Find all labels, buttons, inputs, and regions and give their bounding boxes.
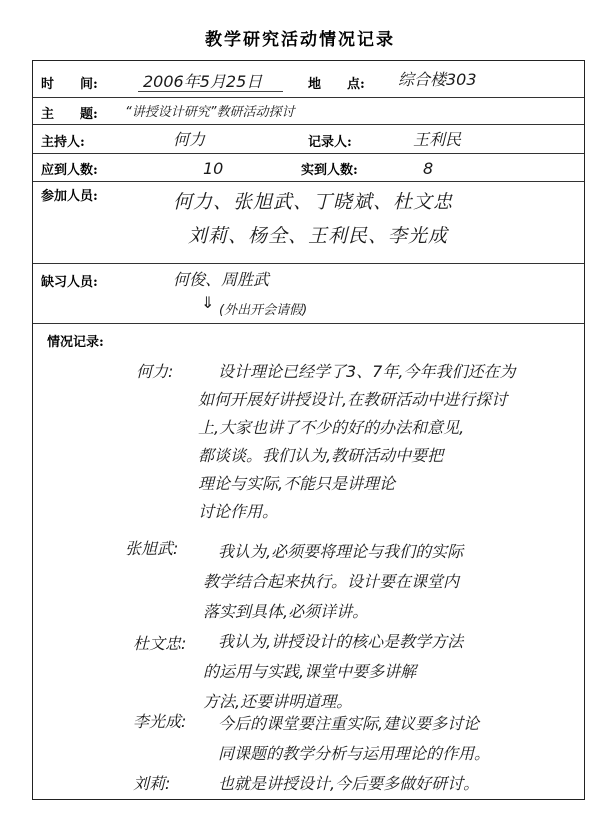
time-label: 时 间:: [41, 77, 98, 92]
divider: [33, 97, 584, 98]
place-value: 综合楼303: [398, 70, 477, 89]
record-line: 我认为,必须要将理论与我们的实际: [218, 542, 464, 561]
record-speaker: 李光成:: [133, 712, 187, 731]
record-line: 都谈谈。我们认为,教研活动中要把: [198, 446, 444, 465]
record-line: 落实到具体,必须详讲。: [203, 602, 369, 621]
record-speaker: 张旭武:: [125, 539, 179, 558]
record-line: 方法,还要讲明道理。: [203, 692, 353, 711]
record-speaker: 刘莉:: [133, 774, 171, 793]
record-line: 设计理论已经学了3、7年,今年我们还在为: [218, 362, 516, 381]
expected-label: 应到人数:: [41, 163, 98, 178]
record-line: 教学结合起来执行。设计要在课堂内: [203, 572, 460, 591]
participants-line-2: 刘莉、杨全、王利民、李光成: [188, 225, 449, 247]
record-speaker: 杜文忠:: [133, 634, 187, 653]
host-label: 主持人:: [41, 135, 85, 150]
topic-label: 主 题:: [41, 107, 98, 122]
record-line: 也就是讲授设计,今后要多做好研讨。: [218, 774, 480, 793]
recorder-value: 王利民: [413, 130, 462, 149]
host-value: 何力: [173, 130, 206, 149]
record-line: 我认为,讲授设计的核心是教学方法: [218, 632, 464, 651]
record-line: 如何开展好讲授设计,在教研活动中进行探讨: [198, 390, 508, 409]
record-line: 同课题的教学分析与运用理论的作用。: [218, 744, 491, 763]
participants-label: 参加人员:: [41, 189, 98, 204]
divider: [33, 124, 584, 125]
actual-label: 实到人数:: [301, 163, 358, 178]
record-line: 今后的课堂要注重实际,建议要多讨论: [218, 714, 480, 733]
record-line: 理论与实际,不能只是讲理论: [198, 474, 396, 493]
document-title: 教学研究活动情况记录: [205, 30, 395, 50]
record-line: 上,大家也讲了不少的好的办法和意见,: [198, 418, 465, 437]
record-speaker: 何力:: [136, 362, 174, 381]
record-label: 情况记录:: [47, 335, 104, 350]
divider: [33, 323, 584, 324]
topic-value: “讲授设计研究”教研活动探讨: [125, 105, 295, 120]
record-line: 讨论作用。: [198, 502, 279, 521]
activity-record-form: [32, 60, 585, 800]
absent-value: 何俊、周胜武: [173, 270, 270, 289]
arrow-down-icon: ⇓: [201, 293, 215, 312]
participants-line-1: 何力、张旭武、丁晓斌、杜文忠: [173, 191, 454, 213]
actual-value: 8: [423, 159, 434, 178]
record-line: 的运用与实践,课堂中要多讲解: [203, 662, 417, 681]
divider: [33, 153, 584, 154]
divider: [33, 181, 584, 182]
place-label: 地 点:: [308, 77, 365, 92]
recorder-label: 记录人:: [308, 135, 352, 150]
absent-note: (外出开会请假): [219, 303, 308, 318]
time-value: 2006年5月25日: [143, 72, 263, 91]
absent-label: 缺习人员:: [41, 275, 98, 290]
expected-value: 10: [203, 159, 224, 178]
time-underline: [138, 91, 283, 92]
divider: [33, 263, 584, 264]
